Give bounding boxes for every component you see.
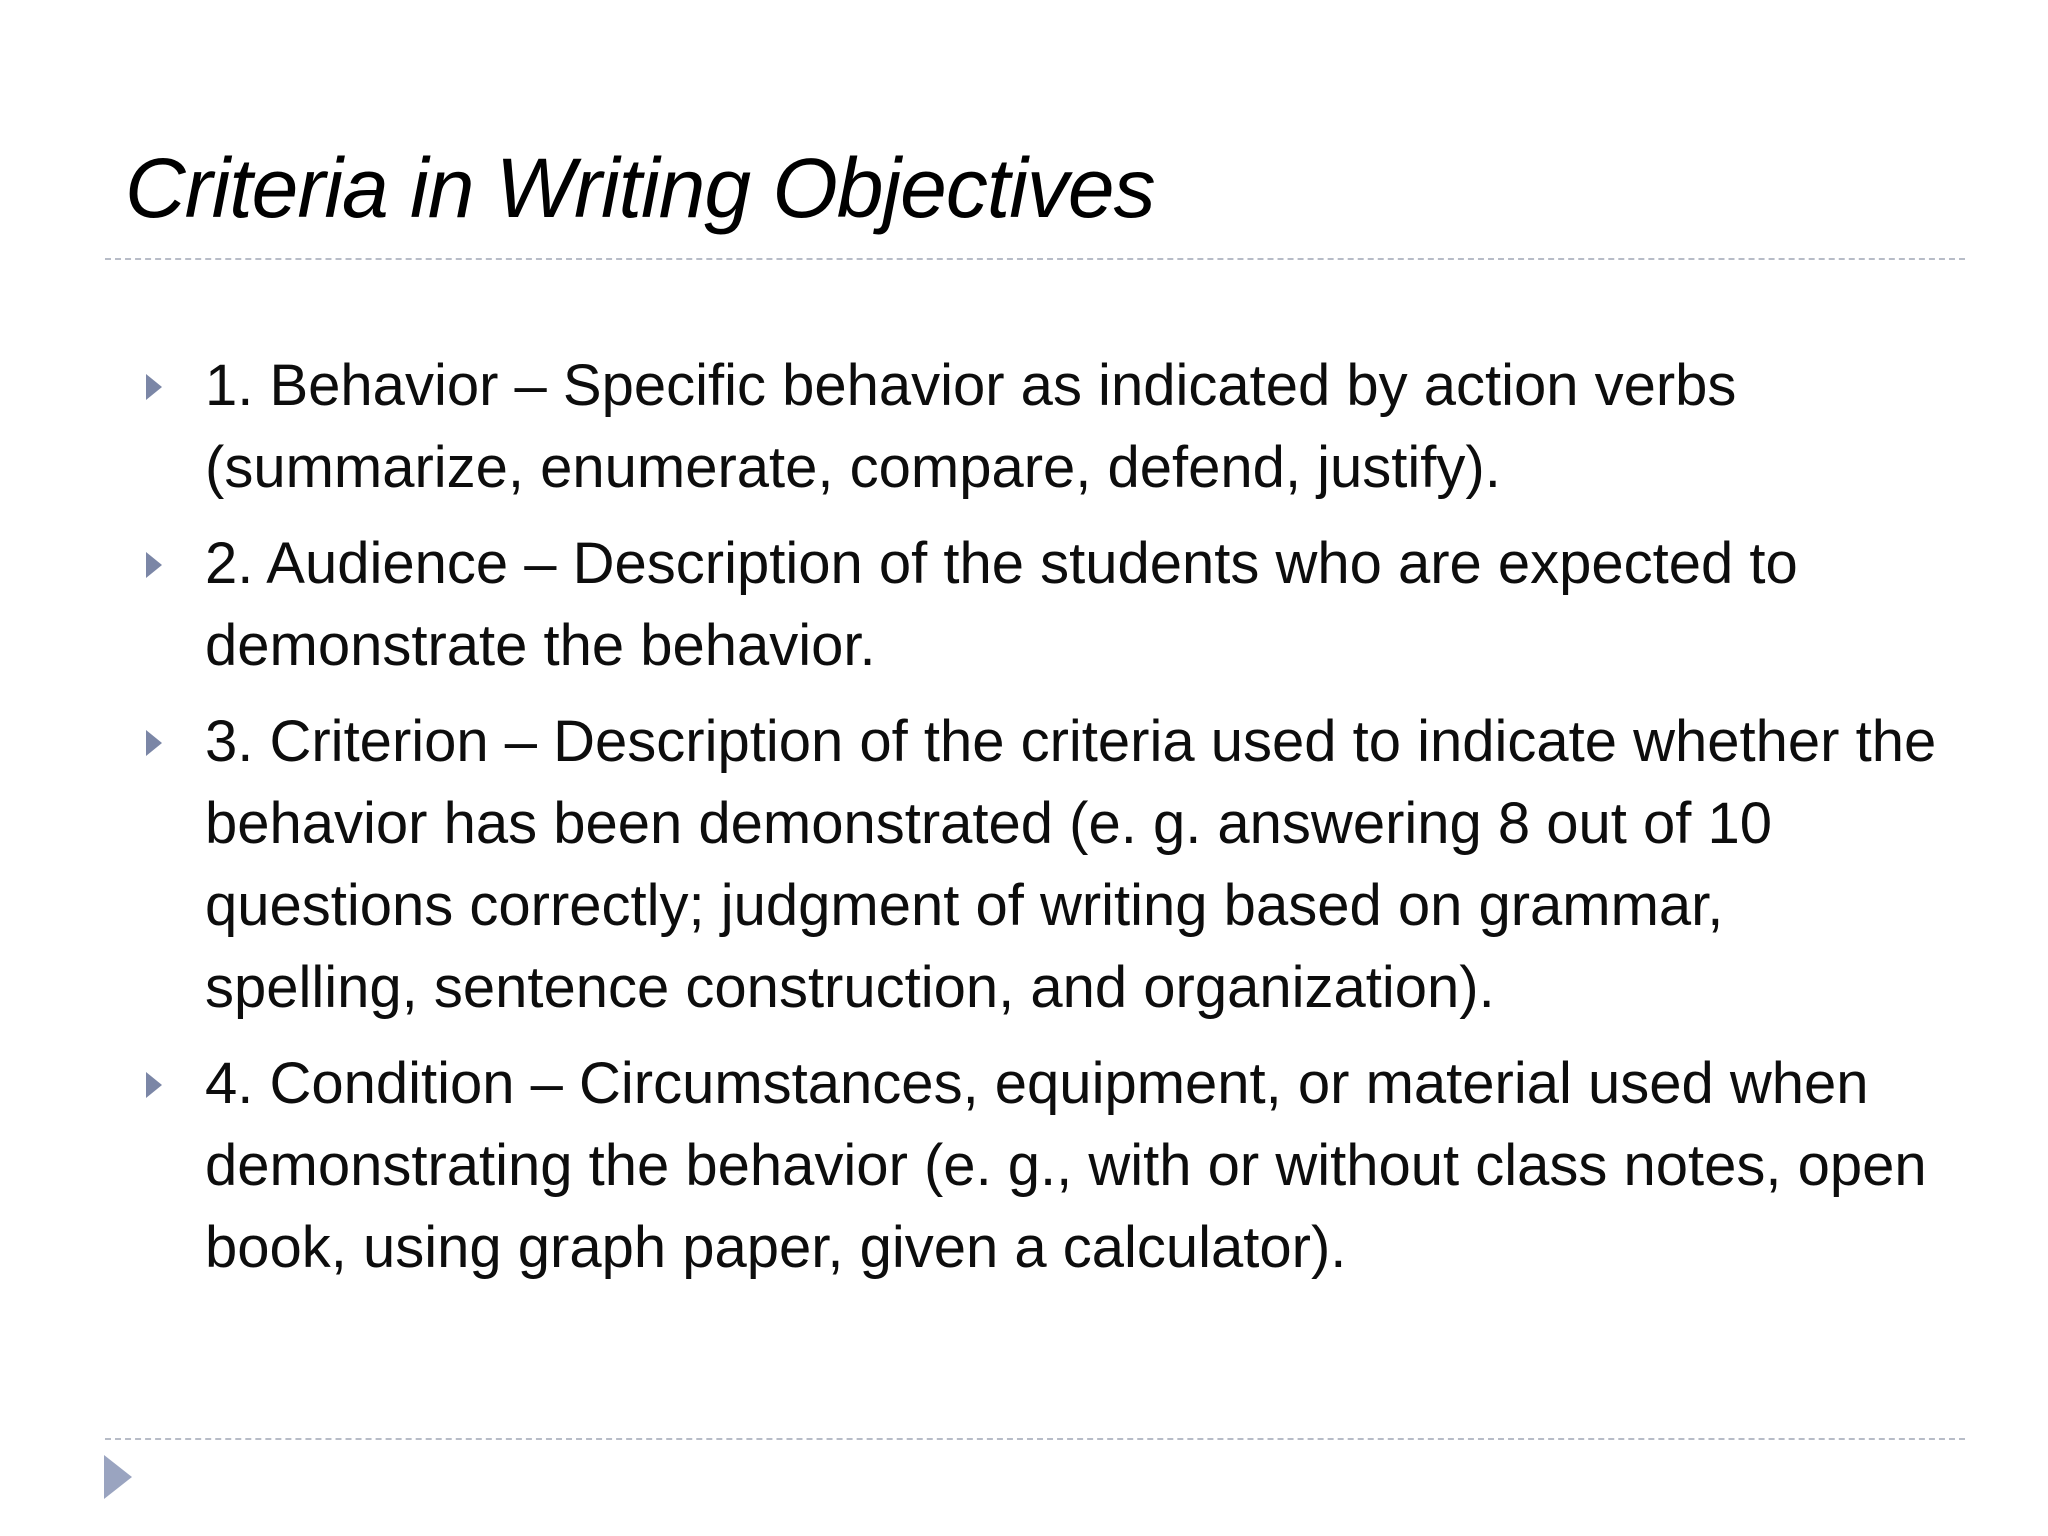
bullet-text: 2. Audience – Description of the students who are expected to demonstrate the behavior. [205, 531, 1798, 678]
bullet-text: 4. Condition – Circumstances, equipment, or material used when demonstrating the behavior (e. g., with or without class notes, open book, using graph paper, given a calculator). [205, 1051, 1927, 1280]
bullet-item-criterion [140, 701, 1940, 1029]
bullet-item-behavior [140, 345, 1940, 509]
bullet-item-audience [140, 523, 1940, 687]
bullet-text: 1. Behavior – Specific behavior as indicated by action verbs (summarize, enumerate, compare, defend, justify). [205, 353, 1737, 500]
triangle-right-icon [104, 1455, 132, 1499]
triangle-right-icon [146, 374, 162, 400]
triangle-right-icon [146, 1072, 162, 1098]
triangle-right-icon [146, 730, 162, 756]
bullet-text: 3. Criterion – Description of the criteria used to indicate whether the behavior has been demonstrated (e. g. answering 8 out of 10 questions correctly; judgment of writing based on grammar, spelling, sentence construction, and organization). [205, 709, 1937, 1020]
triangle-right-icon [146, 552, 162, 578]
bullet-item-condition [140, 1043, 1940, 1289]
footer-divider [105, 1438, 1965, 1440]
bullet-list [140, 345, 1940, 1303]
title-divider [105, 258, 1965, 260]
slide-title: Criteria in Writing Objectives [125, 141, 1155, 235]
